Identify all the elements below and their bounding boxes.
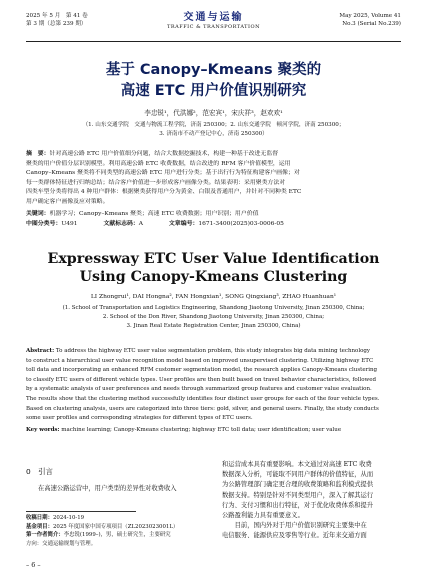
received-label: 收稿日期： — [26, 515, 53, 521]
zh-classification — [26, 219, 401, 230]
en-abstract-line: Based on clustering analysis, users are categorized into three tiers: gold, silver, and general users. Finally, the study conducts — [26, 405, 379, 412]
en-abstract-line: toll data and incorporating an enhanced RFM customer segmentation model, the research applies Canopy-Kmeans clustering — [26, 367, 378, 374]
en-abstract — [26, 347, 401, 424]
journal-name-en: TRAFFIC & TRANSPORTATION — [167, 24, 260, 30]
intro-paragraph-left: 在高速公路运营中，用户类型的差异性对收费收入 — [38, 485, 177, 492]
received-date: 2024-10-19 — [52, 515, 85, 521]
zh-title-line2: 高速 ETC 用户价值识别研究 — [120, 83, 307, 99]
zh-keywords-label: 关键词： — [26, 210, 50, 217]
body-line: 和运营成本具有重要影响。本文通过对高速 ETC 收费 — [222, 461, 372, 468]
body-line: 数据支持。特别是针对不同类型用户，深入了解其运行 — [222, 491, 374, 499]
doc-code-value: A — [138, 221, 144, 227]
en-affiliations — [26, 304, 401, 331]
footnote — [26, 514, 211, 548]
zh-abstract-line: 用户确定客户画像及应对策略。 — [26, 198, 109, 205]
issue-date-left: 2025 年 5 月 第 41 卷 — [26, 13, 88, 19]
en-abstract-line: some user profiles and corresponding strategies for different types of ETC users. — [26, 415, 253, 422]
clc-value: U491 — [61, 221, 78, 227]
issue-date-right: May 2025, Volume 41 — [339, 13, 401, 19]
body-line: 电信服务、能源供应及零售等行业。近年来交通方面 — [222, 532, 367, 540]
en-keywords — [26, 426, 401, 436]
en-keywords-text: machine learning; Canopy-Kmeans clustering; highway ETC toll data; user identification; user value — [61, 427, 342, 433]
zh-affil-line1: （1. 山东交通学院 交通与物流工程学院，济南 250300；2. 山东交通学院 顿河学院，济南 250300； — [82, 122, 345, 128]
zh-affil-line2: 3. 济南市不动产登记中心，济南 250300） — [159, 131, 268, 137]
body-line: 公路盈利能力具有重要意义。 — [222, 512, 304, 520]
en-abstract-line: The results show that the clustering method successfully identifies four distinct user groups for each of the four vehicle types. — [26, 395, 380, 402]
en-abstract-line: To address the highway ETC user value segmentation problem, this study integrates big data mining technology — [55, 348, 371, 354]
en-affil-line2: 2. School of the Don River, Shandong Jiaotong University, Jinan 250300, China; — [102, 314, 325, 320]
en-affil-line1: (1. School of Transportation and Logistics Engineering, Shandong Jiaotong University, Jinan 250300, China; — [62, 305, 365, 311]
en-abstract-line: by a systematic analysis of user preferences and needs through summarized group features and customer value evaluation. — [26, 386, 372, 393]
page-number: – 6 – — [26, 561, 41, 569]
zh-affiliations — [26, 121, 401, 139]
en-abstract-line: to classify ETC users of different vehicle types. User profiles are then built based on travel behavior characteristics, followed — [26, 376, 377, 383]
journal-name: 交通与运输 — [183, 12, 244, 23]
issue-info-right — [339, 12, 401, 28]
author-bio-line2: 方向：交通运输规划与管理。 — [26, 540, 97, 547]
body-line: 目前，国内外对于用户价值识别研究主要集中在 — [222, 522, 367, 530]
fund-text: 2025 年度国家中国专项项目（ZL2023023001L） — [52, 523, 179, 530]
zh-abstract-line: 每一类群体特征进行归纳总结；结合客户价值进一步形成客户画像分类。结果表明：采用聚类方法对 — [26, 179, 286, 186]
article-no-value: 1671-3400(2025)03-0006-05 — [198, 221, 284, 227]
zh-title — [26, 60, 401, 102]
zh-keywords — [26, 209, 401, 220]
fund-label: 基金项目： — [26, 523, 53, 530]
author-bio-label: 第一作者简介： — [26, 532, 64, 539]
author-bio-line1: 李忠锐(1999–)，男，硕士研究生，主要研究 — [63, 532, 171, 539]
body-right-column — [222, 460, 401, 542]
section-title-introduction: 0 引言 — [26, 467, 53, 476]
zh-abstract-label: 摘 要： — [26, 150, 50, 157]
article-no-label: 文章编号： — [168, 220, 199, 227]
issue-number-left: 第 3 期（总第 239 期） — [26, 21, 87, 27]
en-authors: LI Zhongrui¹, DAI Hongna², FAN Hongxian¹, SONG Qingxiang³, ZHAO Huanhuan¹ — [90, 294, 337, 300]
zh-abstract — [26, 149, 401, 207]
zh-abstract-line: 聚类的用户价值分层识别模型。利用高速公路 ETC 收费数据，结合改进的 RFM 客户价值模型，运用 — [26, 160, 291, 167]
zh-abstract-line: 四类车型分类将得出 4 种用户群体：根据聚类获得用户分为黄金、白银及普通用户，并针对不同种类 ETC — [26, 189, 302, 195]
body-line: 行为、支付习惯和出行特征，对于优化收费体系和提升 — [222, 501, 374, 509]
footnote-divider — [26, 511, 136, 512]
zh-authors: 李忠锐¹，代洪娜²，范宏宾¹，宋庆祥³，赵欢欢¹ — [144, 109, 283, 117]
en-abstract-label: Abstract: — [26, 348, 55, 354]
body-line: 数据深入分析，可能取不同用户群体的价值特征，从而 — [222, 471, 374, 479]
doc-code-label: 文献标志码： — [103, 220, 139, 227]
journal-header — [26, 8, 401, 40]
en-keywords-label: Key words: — [26, 427, 60, 433]
issue-number-right: No.3 (Serial No.239) — [342, 21, 401, 27]
body-left-column — [26, 466, 206, 494]
en-title-line1: Expressway ETC User Value Identification — [47, 251, 380, 267]
zh-keywords-text: 机器学习；Canopy–Kmeans 聚类；高速 ETC 收费数据；用户识别；用户价值 — [49, 211, 259, 217]
en-affil-line3: 3. Jinan Real Estate Registration Center, Jinan 250300, China) — [126, 323, 301, 329]
en-title-line2: Using Canopy-Kmeans Clustering — [79, 269, 348, 285]
zh-abstract-line: 针对高速公路 ETC 用户价值细分问题，结合大数据挖掘技术，构建一种基于改进无监督 — [49, 151, 279, 157]
header-divider — [26, 41, 401, 42]
en-abstract-line: to construct a hierarchical user value recognition model based on improved unsupervised clustering. Utilizing highway ETC — [26, 357, 374, 364]
clc-label: 中图分类号： — [26, 220, 62, 227]
body-line: 为公路管理部门确定更合理的收费策略和监利模式提供 — [222, 481, 374, 489]
en-title — [26, 250, 401, 286]
zh-title-line1: 基于 Canopy–Kmeans 聚类的 — [105, 62, 322, 78]
zh-abstract-line: Canopy–Kmeans 聚类将不同类型的高速公路 ETC 用户进行分类；基于出行行为特征构建客户画像；对 — [26, 170, 300, 176]
